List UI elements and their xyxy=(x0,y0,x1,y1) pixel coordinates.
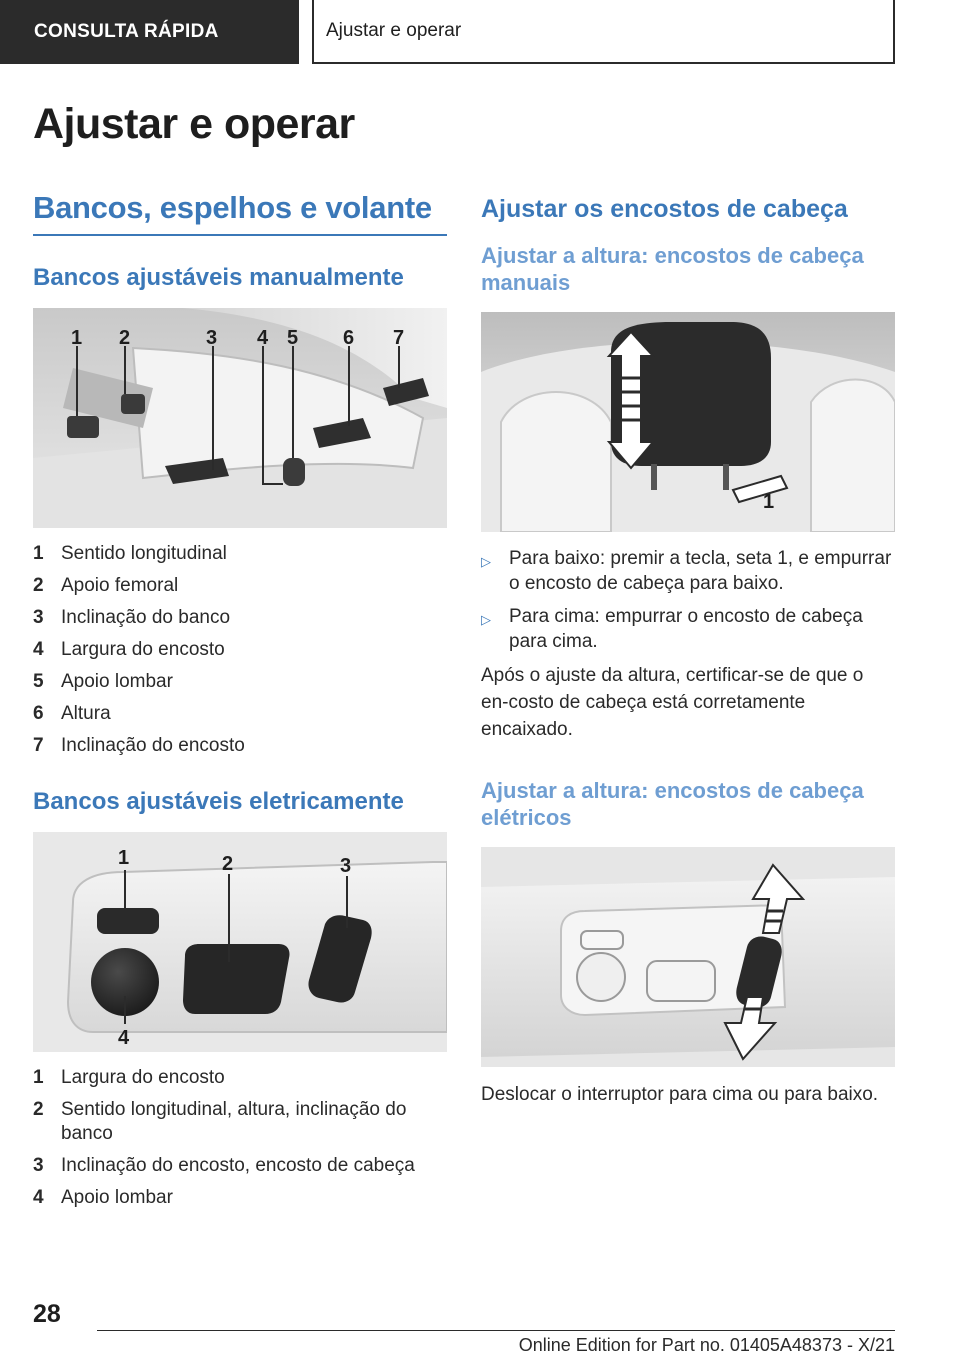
item-number: 2 xyxy=(33,575,44,596)
figure-label: 3 xyxy=(206,327,218,349)
figure-label: 4 xyxy=(118,1027,130,1049)
list-item xyxy=(33,1098,447,1146)
page-title: Ajustar e operar xyxy=(33,100,355,148)
section-title-headrests: Ajustar os encostos de cabeça xyxy=(481,195,848,223)
list-item xyxy=(33,1186,447,1210)
item-text: Apoio femoral xyxy=(61,575,179,596)
list-item xyxy=(33,574,447,598)
footer-edition: Online Edition for Part no. 01405A48373 - X/21 xyxy=(518,1335,895,1355)
footer-divider xyxy=(97,1330,895,1331)
item-number: 1 xyxy=(33,1067,44,1088)
header-tab xyxy=(0,0,299,64)
list-item xyxy=(481,546,895,596)
item-text: Inclinação do encosto xyxy=(61,735,245,756)
list-item xyxy=(33,734,447,758)
list-item xyxy=(33,638,447,662)
page-number: 28 xyxy=(33,1300,61,1328)
item-number: 4 xyxy=(33,639,44,660)
manual-headrest-note: Após o ajuste da altura, certificar-se de que o en-costo de cabeça está corretamente encaixado. xyxy=(481,665,864,740)
item-text: Inclinação do banco xyxy=(61,607,231,628)
list-item xyxy=(33,702,447,726)
triangle-bullet-icon: ▷ xyxy=(481,612,491,627)
item-number: 6 xyxy=(33,703,44,724)
list-item xyxy=(33,542,447,566)
item-text: Inclinação do encosto, encosto de cabeça xyxy=(61,1155,415,1176)
figure-electric-headrest xyxy=(481,847,895,1067)
header-chapter-box xyxy=(312,0,895,64)
figure-manual-headrest-drawing xyxy=(481,312,895,532)
subsection-title-electric-seats: Bancos ajustáveis eletricamente xyxy=(33,788,404,815)
figure-manual-seat xyxy=(33,308,447,528)
electric-headrest-caption: Deslocar o interruptor para cima ou para baixo. xyxy=(481,1084,879,1105)
item-text: Apoio lombar xyxy=(61,1187,173,1208)
list-item xyxy=(33,1154,447,1178)
subsection-title-manual-headrests: Ajustar a altura: encostos de cabeça manuais xyxy=(481,243,864,295)
subsection-title-electric-headrests: Ajustar a altura: encostos de cabeça elétricos xyxy=(481,778,864,830)
figure-manual-seat-drawing xyxy=(33,308,447,528)
right-column xyxy=(481,190,895,1108)
list-item xyxy=(33,606,447,630)
figure-label: 4 xyxy=(257,327,269,349)
item-number: 5 xyxy=(33,671,44,692)
figure-label: 3 xyxy=(340,855,352,877)
item-number: 4 xyxy=(33,1187,44,1208)
item-text: Para cima: empurrar o encosto de cabeça para cima. xyxy=(509,606,863,652)
list-item xyxy=(481,604,895,654)
item-text: Sentido longitudinal, altura, inclinação do banco xyxy=(61,1099,407,1144)
figure-label: 1 xyxy=(71,327,83,349)
figure-manual-headrest xyxy=(481,312,895,532)
item-text: Apoio lombar xyxy=(61,671,173,692)
item-text: Largura do encosto xyxy=(61,1067,225,1088)
figure-electric-headrest-drawing xyxy=(481,847,895,1067)
item-number: 3 xyxy=(33,607,44,628)
header-tab-label: CONSULTA RÁPIDA xyxy=(34,21,219,42)
section-title-seats: Bancos, espelhos e volante xyxy=(33,190,447,236)
item-text: Sentido longitudinal xyxy=(61,543,227,564)
figure-label: 7 xyxy=(393,327,405,349)
triangle-bullet-icon: ▷ xyxy=(481,554,491,569)
item-text: Para baixo: premir a tecla, seta 1, e empurrar o encosto de cabeça para baixo. xyxy=(509,548,892,594)
figure-label: 2 xyxy=(119,327,131,349)
figure-electric-seat-drawing xyxy=(33,832,447,1052)
figure-label: 5 xyxy=(287,327,299,349)
item-text: Largura do encosto xyxy=(61,639,225,660)
figure-label: 6 xyxy=(343,327,355,349)
figure-label: 2 xyxy=(222,853,234,875)
figure-label: 1 xyxy=(118,847,130,869)
item-number: 3 xyxy=(33,1155,44,1176)
item-number: 7 xyxy=(33,735,44,756)
figure-electric-seat xyxy=(33,832,447,1052)
manual-headrest-steps xyxy=(481,546,895,654)
item-text: Altura xyxy=(61,703,111,724)
figure-label: 1 xyxy=(763,491,775,513)
left-column xyxy=(33,190,447,1218)
subsection-title-manual-seats: Bancos ajustáveis manualmente xyxy=(33,264,404,291)
item-number: 1 xyxy=(33,543,44,564)
header-chapter-title: Ajustar e operar xyxy=(326,20,462,41)
list-item xyxy=(33,1066,447,1090)
electric-seat-legend xyxy=(33,1066,447,1210)
item-number: 2 xyxy=(33,1099,44,1120)
manual-seat-legend xyxy=(33,542,447,758)
list-item xyxy=(33,670,447,694)
